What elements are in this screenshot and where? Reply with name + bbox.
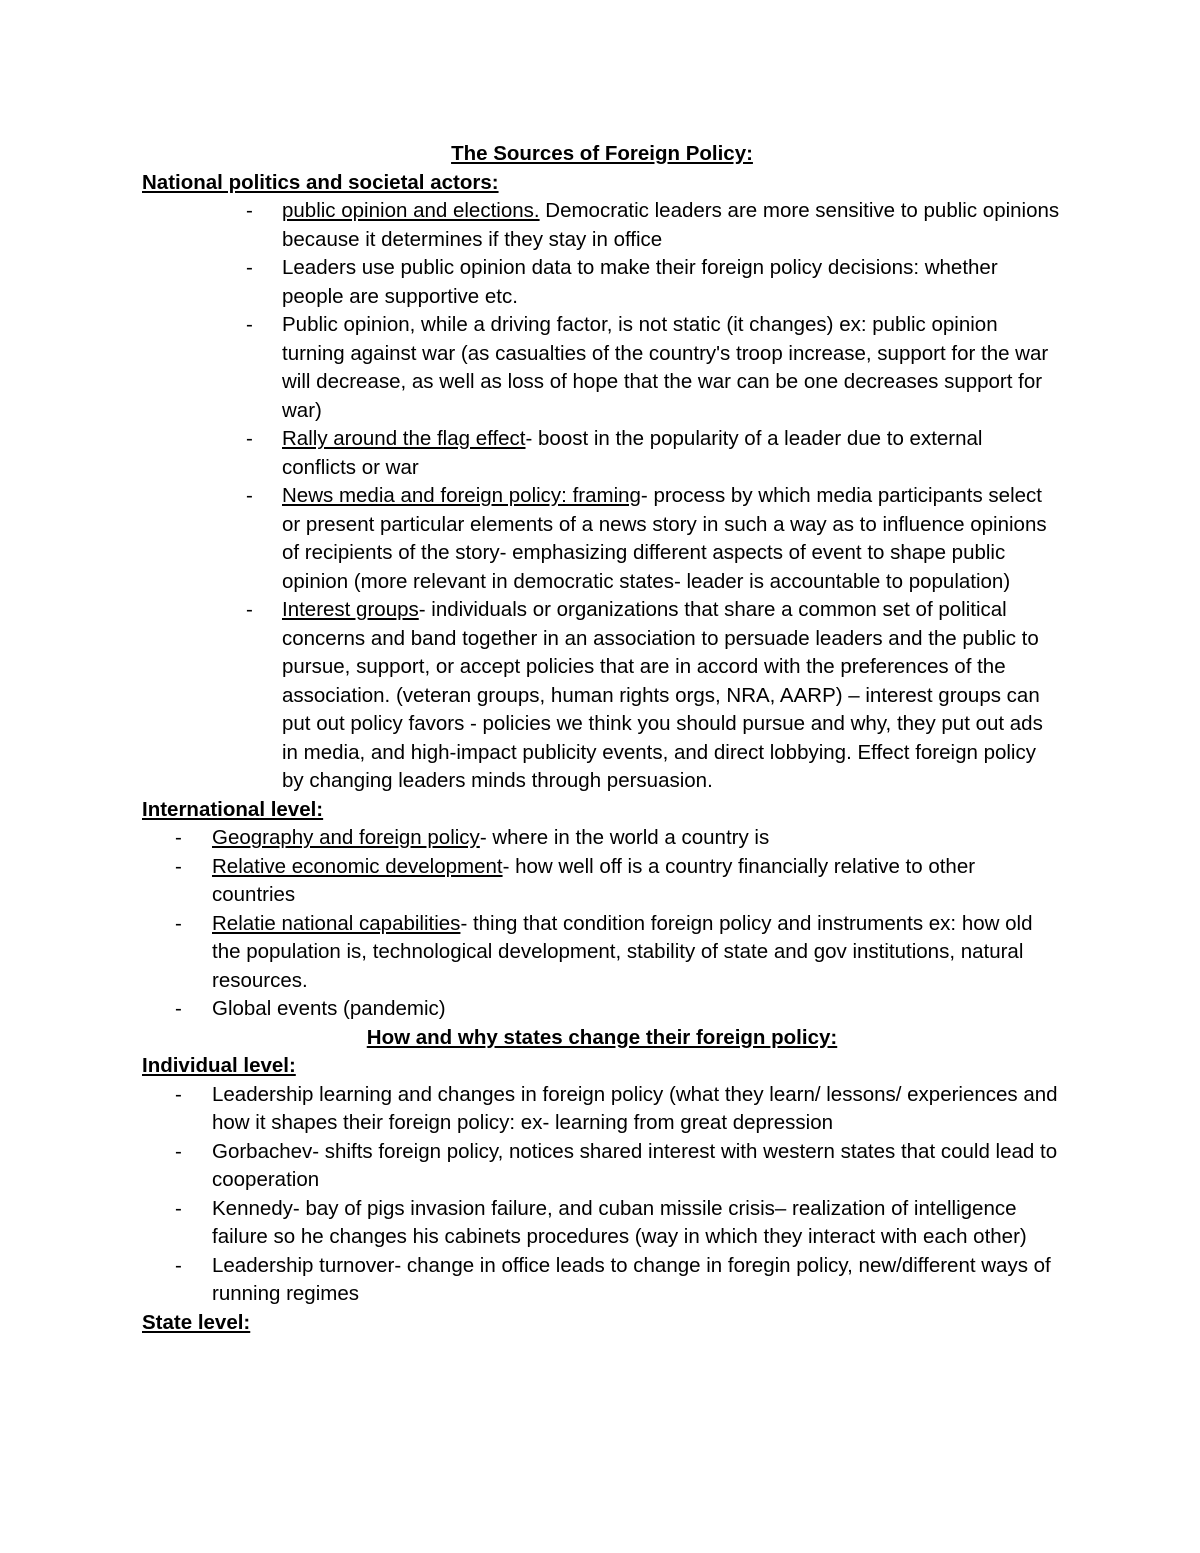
bullet-dash: - (175, 911, 182, 935)
bullet-dash: - (246, 313, 253, 336)
list-item-term: Rally around the flag effect (282, 427, 526, 450)
section-heading-international: International level: (142, 797, 324, 821)
list-item-term: Geography and foreign policy (212, 826, 480, 849)
bullet-dash: - (246, 256, 253, 279)
bullet-dash: - (175, 1196, 182, 1220)
list-item-text: Global events (pandemic) (212, 997, 446, 1020)
list-item (142, 1195, 1062, 1252)
list-item-text: Leaders use public opinion data to make their foreign policy decisions: whether people are supportive etc. (282, 256, 998, 308)
list-item-text: Kennedy- bay of pigs invasion failure, and cuban missile crisis– realization of intelligence failure so he changes his cabinets procedures (way in which they interact with each other) (212, 1196, 1027, 1248)
individual-level-list (142, 1081, 1062, 1309)
bullet-dash: - (246, 199, 253, 222)
list-item-text: Democratic leaders are more sensitive to public opinions because it determines if they stay in office (282, 199, 1060, 251)
list-item (142, 482, 1062, 596)
list-item-text: - where in the world a country is (479, 826, 770, 849)
list-item (142, 1081, 1062, 1138)
list-item (142, 824, 1062, 853)
list-item (142, 254, 1062, 311)
list-item-text: - thing that condition foreign policy and instruments ex: how old the population is, technological development, stability of state and gov institutions, natural resources. (212, 911, 1033, 992)
national-politics-list (142, 197, 1062, 796)
bullet-dash: - (175, 997, 182, 1020)
bullet-dash: - (175, 1082, 182, 1106)
list-item-text: Leadership turnover- change in office leads to change in foregin policy, new/different ways of running regimes (212, 1253, 1051, 1305)
list-item (142, 853, 1062, 910)
list-item (142, 995, 1062, 1024)
bullet-dash: - (246, 427, 253, 450)
list-item-text: - boost in the popularity of a leader due to external conflicts or war (282, 427, 983, 479)
list-item (142, 596, 1062, 796)
list-item-term: Interest groups (282, 598, 419, 621)
document-subtitle: How and why states change their foreign policy: (366, 1025, 838, 1049)
list-item (142, 1252, 1062, 1309)
list-item-term: Relatie national capabilities (212, 911, 461, 935)
bullet-dash: - (175, 826, 182, 849)
bullet-dash: - (246, 484, 253, 507)
section-heading-state: State level: (142, 1310, 251, 1334)
list-item-text: Public opinion, while a driving factor, is not static (it changes) ex: public opinion turning against war (as casualties of the country's troop increase, support for the war will decrease, as well as loss of hope that the war can be one decreases support for war) (282, 313, 1049, 422)
list-item-text: - how well off is a country financially relative to other countries (212, 854, 976, 906)
bullet-dash: - (175, 854, 182, 878)
list-item (142, 425, 1062, 482)
document-title: The Sources of Foreign Policy: (451, 142, 753, 165)
list-item (142, 197, 1062, 254)
list-item-text: - individuals or organizations that share a common set of political concerns and band together in an association to persuade leaders and the public to pursue, support, or accept policies that are in accord with the preferences of the association. (veteran groups, human rights orgs, NRA, AARP) – interest groups can put out policy favors - policies we think you should pursue and why, they put out ads in media, and high-impact publicity events, and direct lobbying. Effect foreign policy by changing leaders minds through persuasion. (282, 598, 1043, 792)
list-item-term: public opinion and elections. (282, 199, 540, 222)
bullet-dash: - (175, 1253, 182, 1277)
list-item-text: Gorbachev- shifts foreign policy, notices shared interest with western states that could lead to cooperation (212, 1139, 1058, 1191)
list-item (142, 311, 1062, 425)
bullet-dash: - (246, 598, 253, 621)
list-item-term: Relative economic development (212, 854, 503, 878)
list-item-text: - process by which media participants select or present particular elements of a news story in such a way as to influence opinions of recipients of the story- emphasizing different aspects of event to shape public opinion (more relevant in democratic states- leader is accountable to population) (282, 484, 1047, 593)
international-level-list (142, 824, 1062, 1024)
list-item (142, 1138, 1062, 1195)
list-item-text: Leadership learning and changes in foreign policy (what they learn/ lessons/ experiences and how it shapes their foreign policy: ex- learning from great depression (212, 1082, 1058, 1134)
list-item-term: News media and foreign policy: framing (282, 484, 641, 507)
section-heading-individual: Individual level: (142, 1054, 296, 1077)
document-page (142, 140, 1062, 1337)
list-item (142, 910, 1062, 996)
section-heading-national: National politics and societal actors: (142, 170, 499, 194)
bullet-dash: - (175, 1139, 182, 1163)
